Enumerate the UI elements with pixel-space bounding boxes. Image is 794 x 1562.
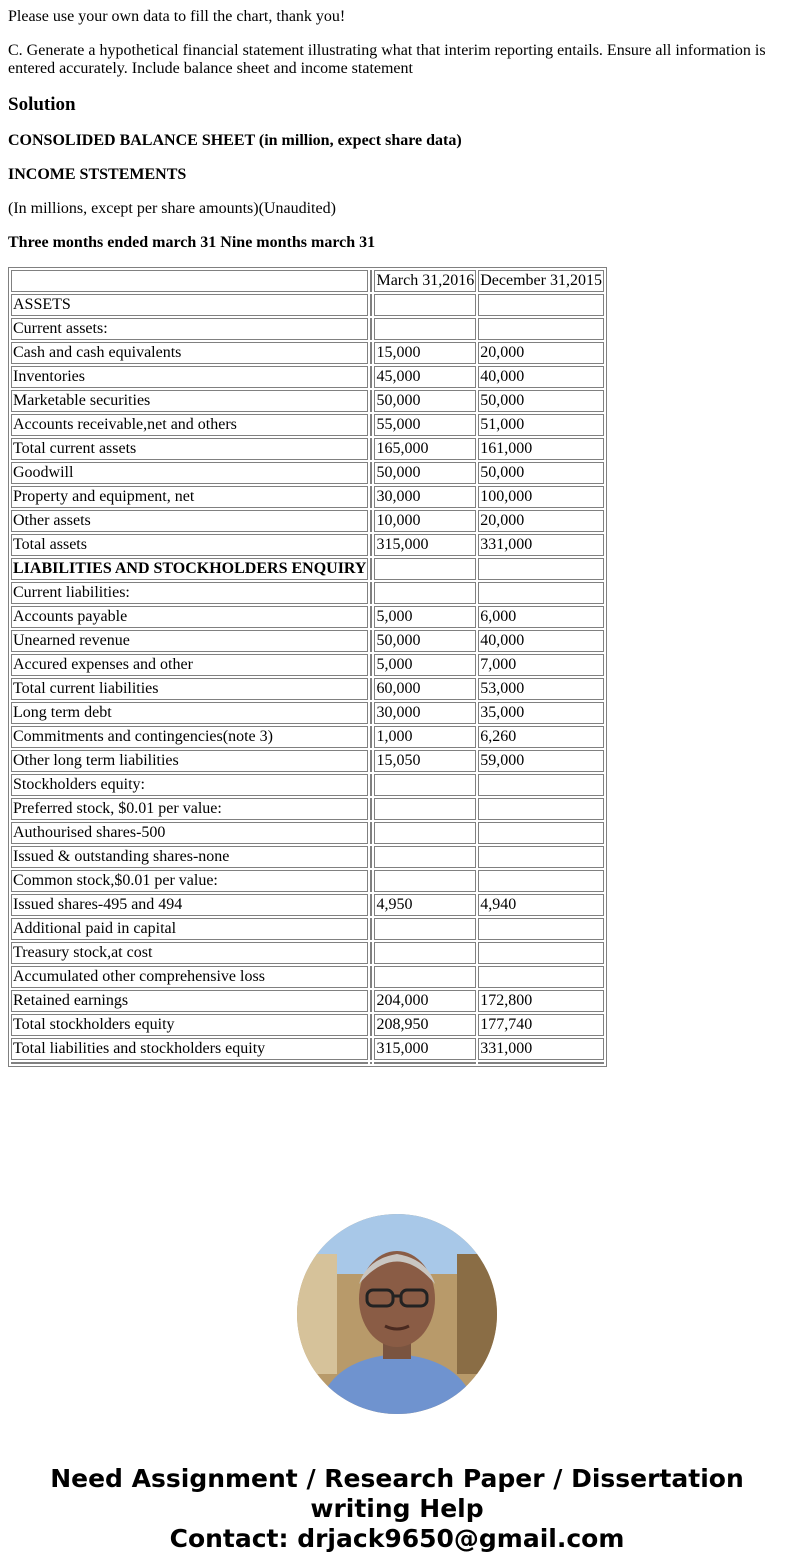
- march-2016-value: 60,000: [374, 678, 476, 700]
- march-2016-value: 1,000: [374, 726, 476, 748]
- march-2016-value: 45,000: [374, 366, 476, 388]
- row-label: Marketable securities: [11, 390, 368, 412]
- spacer-cell: [370, 438, 372, 460]
- december-2015-value: [478, 918, 604, 940]
- december-2015-value: 7,000: [478, 654, 604, 676]
- table-row: [11, 318, 604, 340]
- december-2015-value: 51,000: [478, 414, 604, 436]
- row-label: Unearned revenue: [11, 630, 368, 652]
- december-2015-value: 50,000: [478, 390, 604, 412]
- balance-sheet-title: CONSOLIDED BALANCE SHEET (in million, expect share data): [8, 132, 462, 149]
- march-2016-value: [374, 918, 476, 940]
- december-2015-value: 20,000: [478, 342, 604, 364]
- row-label: Goodwill: [11, 462, 368, 484]
- march-2016-value: 50,000: [374, 630, 476, 652]
- march-2016-value: 55,000: [374, 414, 476, 436]
- march-2016-value: 315,000: [374, 1038, 476, 1060]
- table-row: [11, 510, 604, 532]
- row-label: Total stockholders equity: [11, 1014, 368, 1036]
- row-label: Commitments and contingencies(note 3): [11, 726, 368, 748]
- table-row: [11, 894, 604, 916]
- spacer-cell: [370, 366, 372, 388]
- period-title: Three months ended march 31 Nine months march 31: [8, 234, 376, 251]
- march-2016-value: 15,050: [374, 750, 476, 772]
- row-label: Other long term liabilities: [11, 750, 368, 772]
- subtitle: (In millions, except per share amounts)(Unaudited): [8, 200, 336, 217]
- row-label: Inventories: [11, 366, 368, 388]
- spacer-cell: [370, 342, 372, 364]
- spacer-cell: [370, 318, 372, 340]
- table-row: [11, 534, 604, 556]
- table-row: [11, 390, 604, 412]
- march-2016-value: [374, 582, 476, 604]
- march-2016-value: [374, 966, 476, 988]
- table-row: [11, 870, 604, 892]
- spacer-cell: [370, 726, 372, 748]
- march-2016-value: [374, 846, 476, 868]
- intro-text: Please use your own data to fill the chart, thank you!: [8, 8, 346, 25]
- spacer-cell: [370, 750, 372, 772]
- december-2015-value: 53,000: [478, 678, 604, 700]
- row-label: ASSETS: [11, 294, 368, 316]
- table-row: [11, 1038, 604, 1060]
- march-2016-value: [374, 870, 476, 892]
- spacer-cell: [370, 990, 372, 1012]
- december-2015-value: [478, 558, 604, 580]
- march-2016-value: [374, 558, 476, 580]
- table-row: [11, 966, 604, 988]
- table-row: [11, 462, 604, 484]
- march-2016-value: 315,000: [374, 534, 476, 556]
- spacer-cell: [370, 702, 372, 724]
- row-label: Treasury stock,at cost: [11, 942, 368, 964]
- row-label: Preferred stock, $0.01 per value:: [11, 798, 368, 820]
- row-label: Other assets: [11, 510, 368, 532]
- spacer-cell: [370, 390, 372, 412]
- solution-heading: Solution: [8, 94, 76, 115]
- spacer-cell: [370, 294, 372, 316]
- spacer-cell: [370, 846, 372, 868]
- december-2015-value: [478, 966, 604, 988]
- table-row: [11, 750, 604, 772]
- table-row: [11, 822, 604, 844]
- december-2015-value: 59,000: [478, 750, 604, 772]
- row-label: LIABILITIES AND STOCKHOLDERS ENQUIRY: [11, 558, 368, 580]
- spacer-cell: [370, 486, 372, 508]
- december-2015-value: 50,000: [478, 462, 604, 484]
- march-2016-value: [374, 942, 476, 964]
- table-row: [11, 294, 604, 316]
- march-2016-value: 50,000: [374, 390, 476, 412]
- spacer-cell: [370, 558, 372, 580]
- spacer-cell: [370, 870, 372, 892]
- spacer-cell: [370, 270, 372, 292]
- spacer-cell: [370, 774, 372, 796]
- table-row: [11, 726, 604, 748]
- table-row: [11, 1014, 604, 1036]
- spacer-cell: [370, 678, 372, 700]
- row-label: Accumulated other comprehensive loss: [11, 966, 368, 988]
- december-2015-value: 331,000: [478, 534, 604, 556]
- december-2015-value: [478, 822, 604, 844]
- table-row: [11, 606, 604, 628]
- header-cell: [11, 270, 368, 292]
- table-row: [11, 438, 604, 460]
- table-row: [11, 798, 604, 820]
- spacer-cell: [370, 1038, 372, 1060]
- table-row: [11, 774, 604, 796]
- table-row: [11, 630, 604, 652]
- spacer-cell: [370, 582, 372, 604]
- spacer-cell: [370, 414, 372, 436]
- spacer-cell: [370, 606, 372, 628]
- empty-cell: [11, 1062, 368, 1064]
- spacer-cell: [370, 654, 372, 676]
- spacer-cell: [370, 894, 372, 916]
- december-2015-value: 100,000: [478, 486, 604, 508]
- table-row: [11, 414, 604, 436]
- row-label: Retained earnings: [11, 990, 368, 1012]
- spacer-cell: [370, 966, 372, 988]
- table-row: [11, 918, 604, 940]
- december-2015-value: 35,000: [478, 702, 604, 724]
- table-end-row: [11, 1062, 604, 1064]
- row-label: Current assets:: [11, 318, 368, 340]
- table-row: [11, 846, 604, 868]
- income-statement-title: INCOME STSTEMENTS: [8, 166, 187, 183]
- march-2016-value: 4,950: [374, 894, 476, 916]
- march-2016-value: [374, 798, 476, 820]
- footer-contact: [8, 1464, 786, 1554]
- row-label: Accounts receivable,net and others: [11, 414, 368, 436]
- spacer-cell: [370, 630, 372, 652]
- spacer-cell: [370, 534, 372, 556]
- table-row: [11, 558, 604, 580]
- december-2015-value: 331,000: [478, 1038, 604, 1060]
- december-2015-value: [478, 582, 604, 604]
- spacer-cell: [370, 798, 372, 820]
- march-2016-value: 10,000: [374, 510, 476, 532]
- row-label: Total current assets: [11, 438, 368, 460]
- row-label: Total current liabilities: [11, 678, 368, 700]
- december-2015-value: 20,000: [478, 510, 604, 532]
- header-cell: December 31,2015: [478, 270, 604, 292]
- march-2016-value: [374, 318, 476, 340]
- december-2015-value: 4,940: [478, 894, 604, 916]
- december-2015-value: 172,800: [478, 990, 604, 1012]
- row-label: Total liabilities and stockholders equity: [11, 1038, 368, 1060]
- march-2016-value: 5,000: [374, 654, 476, 676]
- december-2015-value: [478, 846, 604, 868]
- december-2015-value: [478, 774, 604, 796]
- row-label: Additional paid in capital: [11, 918, 368, 940]
- december-2015-value: 6,260: [478, 726, 604, 748]
- december-2015-value: [478, 318, 604, 340]
- table-row: [11, 654, 604, 676]
- december-2015-value: 177,740: [478, 1014, 604, 1036]
- footer-line-1: Need Assignment / Research Paper / Dissertation writing Help: [50, 1464, 744, 1523]
- row-label: Issued shares-495 and 494: [11, 894, 368, 916]
- empty-cell: [478, 1062, 604, 1064]
- march-2016-value: [374, 774, 476, 796]
- december-2015-value: 40,000: [478, 630, 604, 652]
- march-2016-value: 208,950: [374, 1014, 476, 1036]
- row-label: Long term debt: [11, 702, 368, 724]
- table-header-row: [11, 270, 604, 292]
- march-2016-value: 50,000: [374, 462, 476, 484]
- table-row: [11, 990, 604, 1012]
- row-label: Stockholders equity:: [11, 774, 368, 796]
- table-row: [11, 678, 604, 700]
- row-label: Accured expenses and other: [11, 654, 368, 676]
- row-label: Authourised shares-500: [11, 822, 368, 844]
- header-cell: March 31,2016: [374, 270, 476, 292]
- row-label: Property and equipment, net: [11, 486, 368, 508]
- spacer-cell: [370, 462, 372, 484]
- row-label: Common stock,$0.01 per value:: [11, 870, 368, 892]
- footer-line-2: Contact: drjack9650@gmail.com: [169, 1524, 625, 1553]
- december-2015-value: [478, 870, 604, 892]
- balance-sheet-table: [8, 267, 607, 1067]
- december-2015-value: 6,000: [478, 606, 604, 628]
- table-row: [11, 582, 604, 604]
- march-2016-value: 30,000: [374, 702, 476, 724]
- march-2016-value: 165,000: [374, 438, 476, 460]
- march-2016-value: [374, 822, 476, 844]
- empty-cell: [374, 1062, 476, 1064]
- december-2015-value: 40,000: [478, 366, 604, 388]
- question-text: C. Generate a hypothetical financial statement illustrating what that interim reporting entails. Ensure all information is entered accurately. Include balance sheet and income statement: [8, 42, 766, 77]
- table-row: [11, 342, 604, 364]
- table-row: [11, 942, 604, 964]
- spacer-cell: [370, 918, 372, 940]
- spacer-cell: [370, 510, 372, 532]
- march-2016-value: 30,000: [374, 486, 476, 508]
- table-row: [11, 486, 604, 508]
- spacer-cell: [370, 942, 372, 964]
- row-label: Current liabilities:: [11, 582, 368, 604]
- december-2015-value: [478, 942, 604, 964]
- row-label: Total assets: [11, 534, 368, 556]
- empty-cell: [370, 1062, 372, 1064]
- march-2016-value: 5,000: [374, 606, 476, 628]
- spacer-cell: [370, 822, 372, 844]
- row-label: Cash and cash equivalents: [11, 342, 368, 364]
- row-label: Issued & outstanding shares-none: [11, 846, 368, 868]
- december-2015-value: [478, 798, 604, 820]
- table-row: [11, 366, 604, 388]
- row-label: Accounts payable: [11, 606, 368, 628]
- march-2016-value: 15,000: [374, 342, 476, 364]
- december-2015-value: [478, 294, 604, 316]
- march-2016-value: 204,000: [374, 990, 476, 1012]
- author-avatar: [297, 1214, 497, 1414]
- march-2016-value: [374, 294, 476, 316]
- table-row: [11, 702, 604, 724]
- december-2015-value: 161,000: [478, 438, 604, 460]
- spacer-cell: [370, 1014, 372, 1036]
